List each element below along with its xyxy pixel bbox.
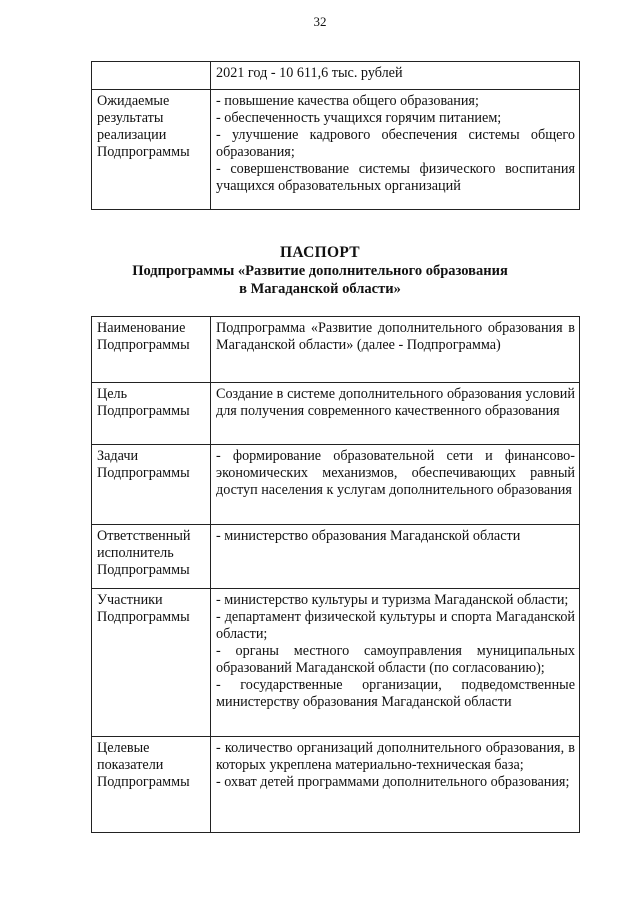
value-line: - повышение качества общего образования;	[216, 93, 479, 109]
row-label	[92, 62, 211, 90]
row-value	[211, 90, 580, 210]
row-label: Наименование Подпрограммы	[92, 317, 211, 383]
value-line: Создание в системе дополнительного образования условий для получения современного качественного образования	[216, 386, 575, 419]
row-value	[211, 445, 580, 525]
passport-subtitle-line2: в Магаданской области»	[239, 281, 401, 297]
row-label: Ответственный исполнитель Подпрограммы	[92, 525, 211, 589]
passport-subtitle-line1: Подпрограммы «Развитие дополнительного образования	[132, 263, 508, 279]
table-row	[92, 445, 580, 525]
value-line: - органы местного самоуправления муниципальных образований Магаданской области (по согласованию);	[216, 643, 575, 676]
row-value	[211, 62, 580, 90]
value-line: - охват детей программами дополнительного образования;	[216, 774, 570, 790]
value-line: 2021 год - 10 611,6 тыс. рублей	[216, 65, 403, 81]
row-value	[211, 737, 580, 833]
row-label: Ожидаемые результаты реализации Подпрограммы	[92, 90, 211, 210]
page-number: 32	[313, 14, 327, 29]
row-value	[211, 525, 580, 589]
table-row	[92, 737, 580, 833]
value-line: - количество организаций дополнительного образования, в которых укреплена материально-техническая база;	[216, 740, 575, 773]
table-row	[92, 383, 580, 445]
row-label: Участники Подпрограммы	[92, 589, 211, 737]
table-row	[92, 525, 580, 589]
table-row	[92, 317, 580, 383]
value-line: - формирование образовательной сети и финансово-экономических механизмов, обеспечивающих равный доступ населения к услугам дополнительного образования	[216, 448, 575, 498]
value-line: - обеспеченность учащихся горячим питанием;	[216, 110, 502, 126]
value-line: - министерство культуры и туризма Магаданской области;	[216, 592, 569, 608]
value-line: - улучшение кадрового обеспечения системы общего образования;	[216, 127, 575, 160]
passport-title: ПАСПОРТ	[280, 244, 360, 261]
top-table	[91, 61, 580, 210]
table-row	[92, 62, 580, 90]
row-label: Целевые показатели Подпрограммы	[92, 737, 211, 833]
table-row	[92, 589, 580, 737]
value-line: - департамент физической культуры и спорта Магаданской области;	[216, 609, 575, 642]
passport-table	[91, 316, 580, 833]
value-line: - государственные организации, подведомственные министерству образования Магаданской области	[216, 677, 575, 710]
value-line: - совершенствование системы физического воспитания учащихся образовательных организаций	[216, 161, 575, 194]
table-row	[92, 90, 580, 210]
row-value	[211, 589, 580, 737]
value-line: - министерство образования Магаданской области	[216, 528, 521, 544]
row-label: Цель Подпрограммы	[92, 383, 211, 445]
passport-heading	[0, 244, 640, 298]
value-line: Подпрограмма «Развитие дополнительного образования в Магаданской области» (далее - Подпрограмма)	[216, 320, 575, 353]
row-label: Задачи Подпрограммы	[92, 445, 211, 525]
row-value	[211, 383, 580, 445]
row-value	[211, 317, 580, 383]
